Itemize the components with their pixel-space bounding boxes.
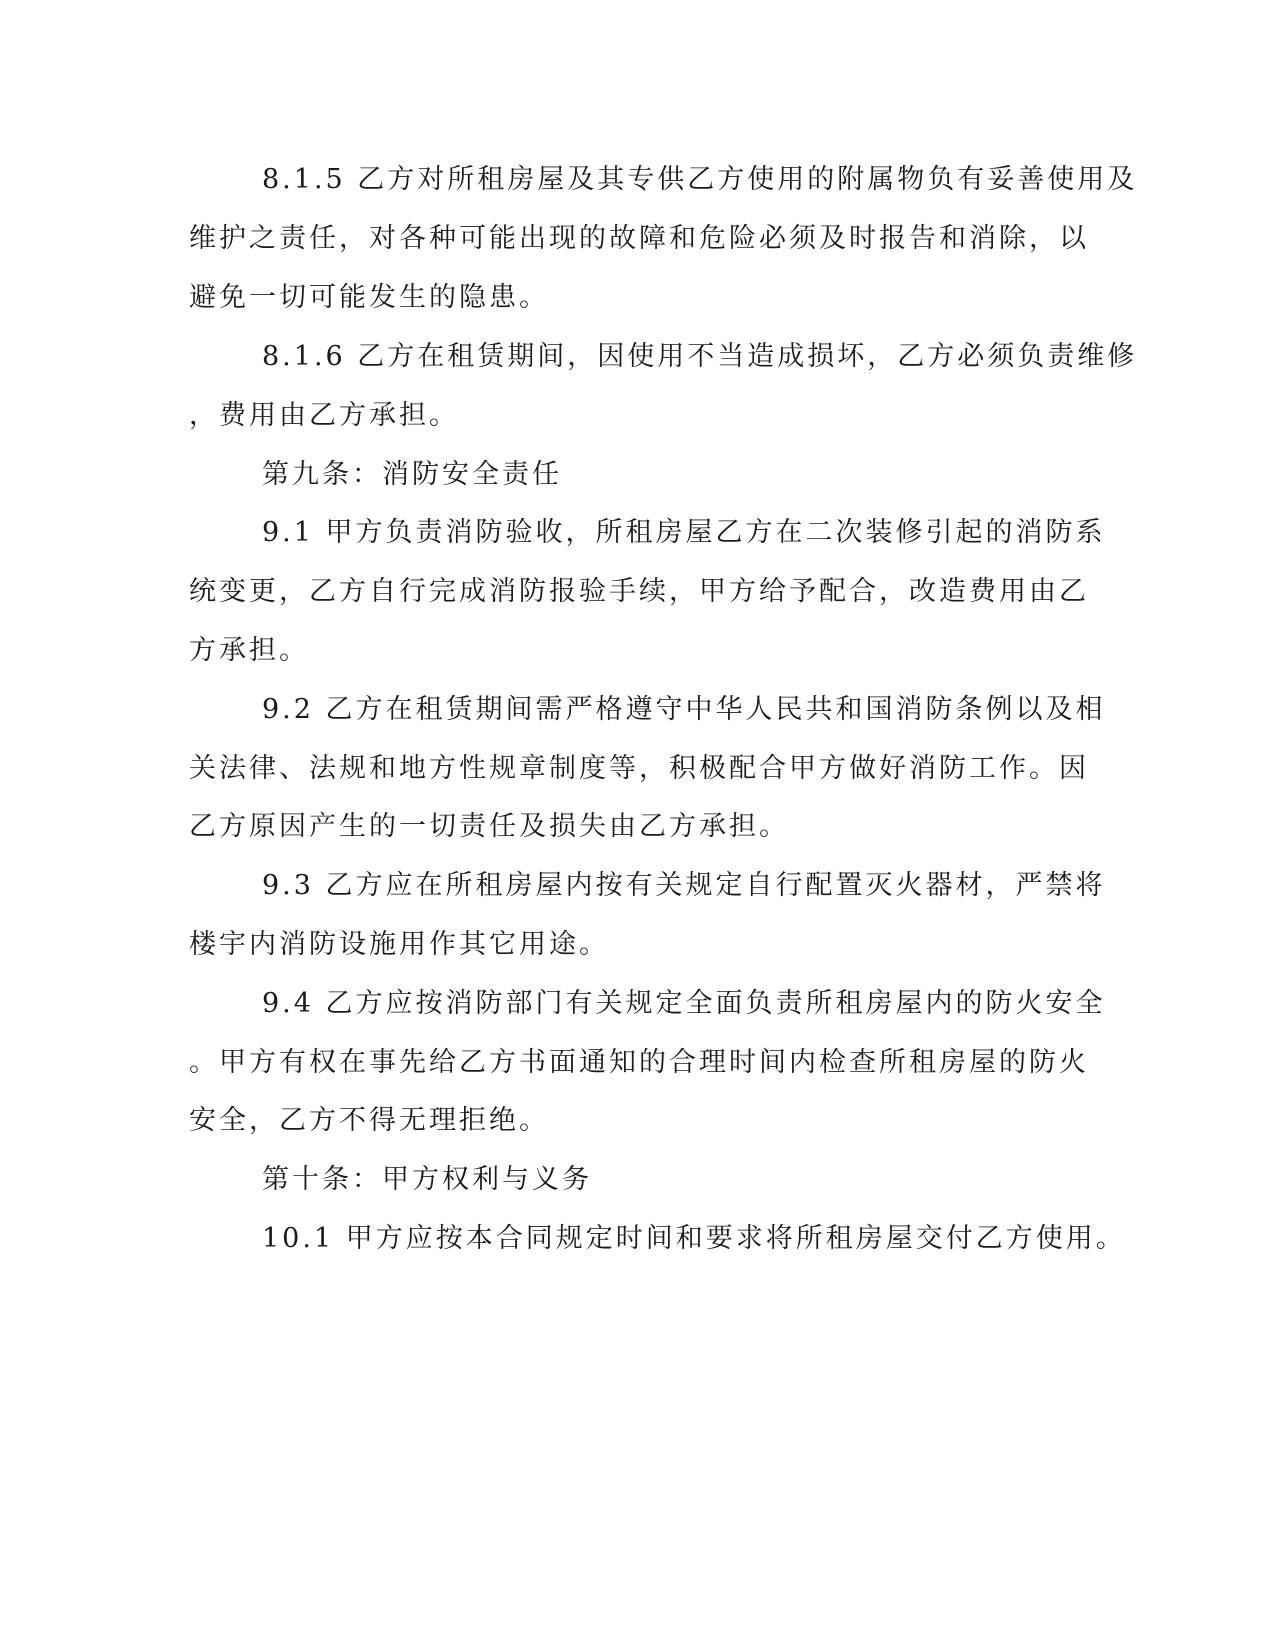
clause-9-2-line-1: 9.2 乙方在租赁期间需严格遵守中华人民共和国消防条例以及相 (262, 694, 1106, 725)
clause-9-4-line-2: 。甲方有权在事先给乙方书面通知的合理时间内检查所租房屋的防火 (189, 1047, 1089, 1078)
clause-9-2-line-3: 乙方原因产生的一切责任及损失由乙方承担。 (189, 811, 789, 842)
clause-8-1-5-line-2: 维护之责任，对各种可能出现的故障和危险必须及时报告和消除，以 (189, 223, 1089, 254)
clause-8-1-6-line-1: 8.1.6 乙方在租赁期间，因使用不当造成损坏，乙方必须负责维修 (262, 341, 1138, 372)
clause-9-3-line-1: 9.3 乙方应在所租房屋内按有关规定自行配置灭火器材，严禁将 (262, 870, 1106, 901)
clause-9-3-line-2: 楼宇内消防设施用作其它用途。 (189, 929, 609, 960)
clause-9-2-line-2: 关法律、法规和地方性规章制度等，积极配合甲方做好消防工作。因 (189, 753, 1089, 784)
clause-8-1-5-line-3: 避免一切可能发生的隐患。 (189, 282, 549, 313)
clause-9-1-line-3: 方承担。 (189, 635, 309, 666)
clause-9-1-line-2: 统变更，乙方自行完成消防报验手续，甲方给予配合，改造费用由乙 (189, 576, 1089, 607)
article-9-heading: 第九条：消防安全责任 (262, 459, 562, 490)
clause-10-1-line-1: 10.1 甲方应按本合同规定时间和要求将所租房屋交付乙方使用。 (262, 1223, 1126, 1254)
clause-8-1-5-line-1: 8.1.5 乙方对所租房屋及其专供乙方使用的附属物负有妥善使用及 (262, 164, 1138, 195)
clause-8-1-6-line-2: ，费用由乙方承担。 (189, 400, 459, 431)
clause-9-1-line-1: 9.1 甲方负责消防验收，所租房屋乙方在二次装修引起的消防系 (262, 517, 1106, 548)
clause-9-4-line-1: 9.4 乙方应按消防部门有关规定全面负责所租房屋内的防火安全 (262, 988, 1106, 1019)
article-10-heading: 第十条：甲方权利与义务 (262, 1164, 592, 1195)
clause-9-4-line-3: 安全，乙方不得无理拒绝。 (189, 1105, 549, 1136)
